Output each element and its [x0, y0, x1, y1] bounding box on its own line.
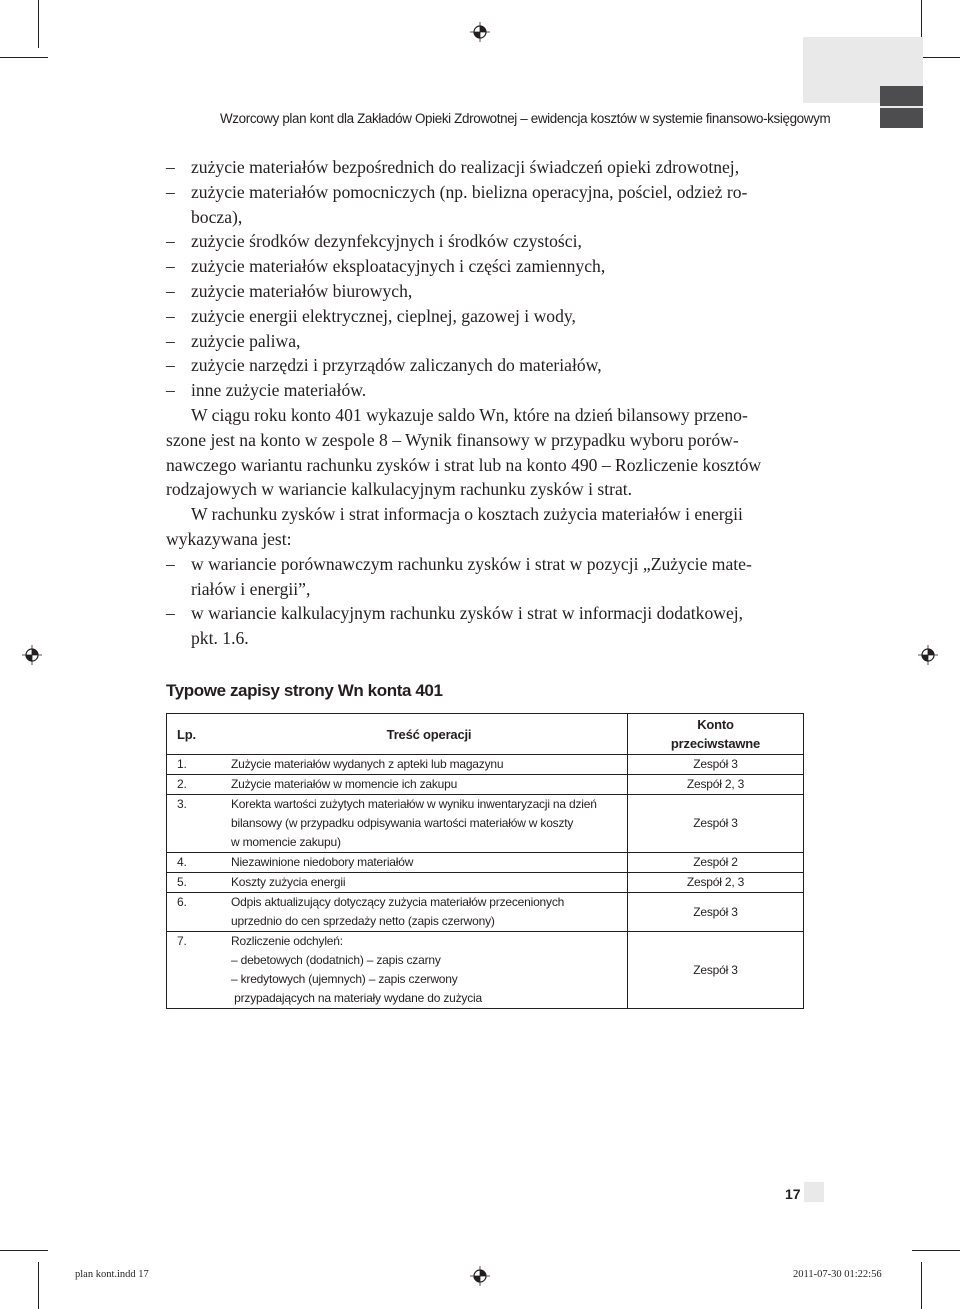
cell-konto-text: Zespół 3: [693, 962, 738, 977]
registration-mark-icon: [918, 645, 938, 665]
table-header-row: [167, 714, 804, 755]
list-dash: –: [166, 281, 175, 301]
cell-tresc-line: Zużycie materiałów w momencie ich zakupu: [231, 777, 458, 791]
list-dash: –: [166, 157, 175, 177]
cell-lp-text: 3.: [177, 797, 187, 811]
list-item-text: w wariancie kalkulacyjnym rachunku zysków i strat w informacji dodatkowej,: [191, 603, 744, 624]
list-item-text: zużycie paliwa,: [191, 330, 301, 351]
cell-tresc-line: Odpis aktualizujący dotyczący zużycia materiałów przecenionych: [231, 895, 565, 909]
cell-lp-text: 2.: [177, 777, 187, 791]
cell-tresc-line: Korekta wartości zużytych materiałów w wyniku inwentaryzacji na dzień: [231, 797, 597, 811]
list-item-text: bocza),: [191, 206, 243, 227]
list-item-text: zużycie materiałów eksploatacyjnych i części zamiennych,: [191, 256, 606, 277]
list-dash: –: [166, 256, 175, 277]
page-number-tab: [804, 1182, 824, 1202]
crop-mark: [38, 0, 39, 48]
cell-konto-text: Zespół 3: [693, 757, 738, 771]
table-row: [167, 893, 804, 932]
crop-mark: [921, 1262, 922, 1309]
cell-lp: [167, 932, 222, 1009]
cell-tresc-line: uprzednio do cen sprzedaży netto (zapis czerwony): [231, 914, 495, 928]
cell-lp-text: 7.: [177, 934, 187, 948]
corner-tab-stripe: [880, 106, 923, 108]
paragraph-line: rodzajowych w wariancie kalkulacyjnym rachunku zysków i strat.: [166, 479, 633, 500]
cell-tresc: [221, 853, 628, 873]
cell-tresc: [221, 873, 628, 893]
cell-tresc: [221, 893, 628, 932]
crop-mark: [0, 57, 48, 58]
cell-konto: [628, 755, 804, 775]
cell-lp: [167, 755, 222, 775]
cell-tresc-line: Koszty zużycia energii: [231, 875, 346, 889]
cell-konto: [628, 932, 804, 1009]
list-item-text: inne zużycie materiałów.: [191, 380, 367, 401]
cell-lp-text: 1.: [177, 757, 187, 771]
cell-tresc-line: przypadających na materiały wydane do zużycia: [231, 991, 482, 1005]
table-row: [167, 873, 804, 893]
cell-tresc-line: – debetowych (dodatnich) – zapis czarny: [231, 953, 441, 967]
cell-lp: [167, 853, 222, 873]
cell-tresc: [221, 755, 628, 775]
cell-konto-text: Zespół 3: [693, 816, 738, 830]
cell-tresc-line: – kredytowych (ujemnych) – zapis czerwony: [231, 972, 458, 986]
cell-lp: [167, 795, 222, 853]
header-tresc: Treść operacji: [221, 714, 628, 755]
list-dash: –: [166, 603, 175, 624]
header-lp: Lp.: [167, 714, 222, 755]
list-dash: –: [166, 380, 175, 401]
list-item-text: zużycie narzędzi i przyrządów zaliczanych do materiałów,: [191, 355, 602, 376]
cell-konto-text: Zespół 2: [693, 855, 738, 869]
list-item-text: w wariancie porównawczym rachunku zysków i strat w pozycji „Zużycie mate-: [191, 553, 752, 574]
table-row: [167, 795, 804, 853]
cell-konto-text: Zespół 2, 3: [686, 777, 745, 791]
paragraph-line: W ciągu roku konto 401 wykazuje saldo Wn, które na dzień bilansowy przeno-: [191, 405, 748, 425]
table-row: [167, 755, 804, 775]
paragraph-line: W rachunku zysków i strat informacja o kosztach zużycia materiałów i energii: [191, 504, 743, 525]
cell-tresc: [221, 775, 628, 795]
cell-lp: [167, 893, 222, 932]
table-row: [167, 775, 804, 795]
cell-tresc-line: Zużycie materiałów wydanych z apteki lub magazynu: [231, 757, 504, 771]
cell-lp-text: 5.: [177, 875, 187, 889]
list-dash: –: [166, 330, 175, 351]
registration-mark-icon: [22, 645, 42, 665]
registration-mark-icon: [470, 22, 490, 42]
paragraph-line: szone jest na konto w zespole 8 – Wynik finansowy w przypadku wyboru porów-: [166, 429, 739, 450]
slug-date: 2011-07-30 01:22:56: [793, 1269, 882, 1280]
crop-mark: [912, 1250, 960, 1251]
list-dash: –: [166, 355, 175, 376]
slug-file: plan kont.indd 17: [75, 1269, 149, 1280]
running-header: Wzorcowy plan kont dla Zakładów Opieki Zdrowotnej – ewidencja kosztów w systemie finansowo-księgowym: [220, 111, 831, 126]
cell-konto-text: Zespół 2, 3: [686, 875, 745, 889]
cell-tresc: [221, 932, 628, 1009]
operations-table: [166, 713, 804, 1009]
list-item-text: zużycie środków dezynfekcyjnych i środków czystości,: [191, 231, 582, 252]
cell-lp: [167, 775, 222, 795]
cell-tresc-line: w momencie zakupu): [231, 835, 341, 849]
cell-konto: [628, 853, 804, 873]
cell-tresc-line: Rozliczenie odchyleń:: [231, 934, 343, 948]
list-item-text: zużycie materiałów bezpośrednich do realizacji świadczeń opieki zdrowotnej,: [191, 157, 740, 177]
list-dash: –: [166, 181, 175, 202]
cell-konto: [628, 873, 804, 893]
table-row: [167, 853, 804, 873]
table-row: [167, 932, 804, 1009]
cell-lp-text: 6.: [177, 895, 187, 909]
header-konto-line1: Konto: [697, 717, 734, 732]
page-number: 17: [785, 1186, 801, 1202]
cell-tresc-line: bilansowy (w przypadku odpisywania wartości materiałów w koszty: [231, 816, 574, 830]
list-item-text: pkt. 1.6.: [191, 628, 249, 649]
list-dash: –: [166, 305, 175, 326]
paragraph-line: wykazywana jest:: [166, 529, 292, 549]
cell-lp-text: 4.: [177, 855, 187, 869]
cell-tresc: [221, 795, 628, 853]
list-dash: –: [166, 553, 175, 574]
list-dash: –: [166, 231, 175, 252]
list-item-text: zużycie energii elektrycznej, cieplnej, gazowej i wody,: [191, 305, 576, 326]
list-item-text: zużycie materiałów pomocniczych (np. bielizna operacyjna, pościel, odzież ro-: [191, 181, 748, 202]
cell-lp: [167, 873, 222, 893]
list-item-text: riałów i energii”,: [191, 578, 311, 599]
registration-mark-icon: [470, 1266, 490, 1286]
paragraph-line: nawczego wariantu rachunku zysków i strat lub na konto 490 – Rozliczenie kosztów: [166, 454, 762, 475]
cell-konto-text: Zespół 3: [693, 904, 738, 919]
header-konto: [628, 714, 804, 755]
list-item-text: zużycie materiałów biurowych,: [191, 281, 413, 301]
cell-konto: [628, 893, 804, 932]
header-konto-line2: przeciwstawne: [670, 736, 761, 751]
cell-tresc-line: Niezawinione niedobory materiałów: [231, 855, 414, 869]
crop-mark: [0, 1250, 48, 1251]
cell-konto: [628, 775, 804, 795]
crop-mark: [38, 1262, 39, 1309]
cell-konto: [628, 795, 804, 853]
section-title: Typowe zapisy strony Wn konta 401: [166, 681, 443, 700]
